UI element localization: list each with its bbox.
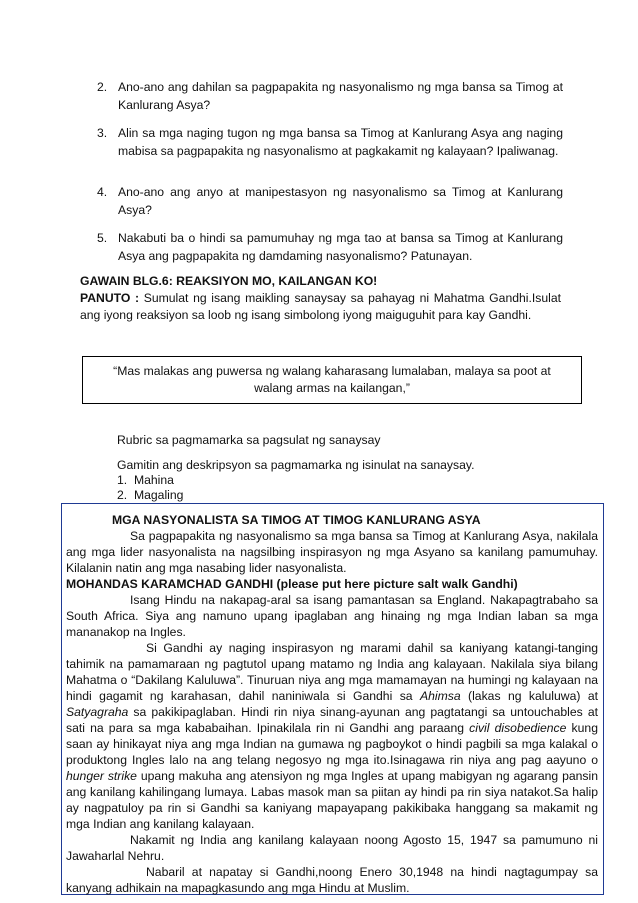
rubric-item-number: 2.: [117, 488, 128, 502]
p2-text-d: kung saan ay hinikayat niya ang mga Indian na gumawa ng pagboykot o hindi pagbili sa mga kalakal o produktong Ingles lalo na ang telang negosyo ng mga ito.Isinagawa rin niya ang pag aayuno o: [66, 721, 598, 767]
article-p1-text: Isang Hindu na nakapag-aral sa isang pamantasan sa England. Nakapagtrabaho sa South Africa. Siya ang namuno upang ipaglaban ang hinaing ng mga Indian laban sa mga mananakop na Ingles.: [66, 593, 598, 639]
question-number: 4.: [97, 185, 108, 199]
term-hunger-strike: hunger strike: [66, 769, 137, 783]
panuto-label: PANUTO :: [80, 291, 140, 305]
question-2: [97, 78, 563, 114]
question-number: 2.: [97, 80, 108, 94]
p2-text-b: (lakas ng kaluluwa) at: [460, 689, 598, 703]
gawain-heading: GAWAIN BLG.6: REAKSIYON MO, KAILANGAN KO!: [80, 274, 378, 288]
question-text: Nakabuti ba o hindi sa pamumuhay ng mga tao at bansa sa Timog at Kanlurang Asya ang pagpapakita ng damdaming nasyonalismo? Patunayan.: [118, 231, 563, 263]
article-intro: [66, 528, 598, 576]
question-text: Alin sa mga naging tugon ng mga bansa sa Timog at Kanlurang Asya ang naging mabisa sa pagpapakita ng nasyonalismo at pagkakamit ng kalayaan? Ipaliwanag.: [118, 126, 563, 158]
rubric-item-number: 1.: [117, 473, 128, 487]
article-title: MGA NASYONALISTA SA TIMOG AT TIMOG KANLURANG ASYA: [112, 513, 481, 527]
gandhi-heading: MOHANDAS KARAMCHAD GANDHI (please put here picture salt walk Gandhi): [66, 577, 518, 591]
term-satyagraha: Satyagraha: [66, 705, 129, 719]
question-4: [97, 183, 563, 219]
quote-line-2: walang armas na kailangan,”: [254, 381, 410, 395]
question-text: Ano-ano ang dahilan sa pagpapakita ng nasyonalismo ng mga bansa sa Timog at Kanlurang Asya?: [118, 80, 563, 112]
p2-text-e: upang makuha ang atensiyon ng mga Ingles at upang mabigyan ng agarang pansin ang kanilang kahilingang lumaya. Labas masok man sa piitan ay hindi pa rin siya natakot.Sa halip ay nagpatuloy pa rin si Gandhi sa kaniyang mapayapang pakikibaka hanggang sa makamit ng mga Indian ang kanilang kalayaan.: [66, 769, 598, 831]
article-p3: [66, 832, 598, 864]
p2-text-c: sa pakikipaglaban. Hindi rin niya sinang-ayunan ang pagtatangi sa untouchables at sati na para sa mga kababaihan. Ipinakilala rin ni Gandhi ang paraang: [66, 705, 598, 735]
question-number: 3.: [97, 126, 108, 140]
article-p4: [66, 864, 598, 896]
rubric-title: Rubric sa pagmamarka sa pagsulat ng sanaysay: [117, 433, 381, 447]
quote-box: [82, 356, 582, 404]
rubric-item-label: Mahina: [133, 473, 174, 487]
term-ahimsa: Ahimsa: [419, 689, 461, 703]
question-5: [97, 229, 563, 265]
panuto-text: Sumulat ng isang maikling sanaysay sa pahayag ni Mahatma Gandhi.Isulat ang iyong reaksiyon sa loob ng isang simbolong iyong maiguguhit para kay Gandhi.: [80, 291, 561, 322]
article-p1: [66, 592, 598, 640]
article-box: [61, 503, 604, 895]
question-3: [97, 124, 563, 160]
article-p2: [66, 640, 598, 832]
question-number: 5.: [97, 231, 108, 245]
p2-text-a: Si Gandhi ay naging inspirasyon ng marami dahil sa kaniyang katangi-tanging tahimik na pamamaraan ng pagtutol upang matamo ng India ang kalayaan. Nakilala siya bilang Mahatma o “Dakilang Kaluluwa”. Tinuruan niya ang mga mamamayan na humingi ng kalayaan na hindi gagamit ng karahasan, dahil naniniwala si Gandhi sa: [66, 641, 598, 703]
quote-line-1: “Mas malakas ang puwersa ng walang kaharasang lumalaban, malaya sa poot at: [113, 364, 551, 378]
rubric-item-label: Magaling: [133, 488, 184, 502]
article-p4-text: Nabaril at napatay si Gandhi,noong Enero 30,1948 na hindi nagtagumpay sa kanyang adhikain na mapagkasundo ang mga Hindu at Muslim.: [66, 865, 598, 895]
rubric-instruction: Gamitin ang deskripsyon sa pagmamarka ng isinulat na sanaysay.: [117, 458, 475, 472]
article-intro-text: Sa pagpapakita ng nasyonalismo sa mga bansa sa Timog at Kanlurang Asya, nakilala ang mga lider nasyonalista na nagsilbing inspirasyon ng mga Asyano sa kanilang pamumuhay. Kilalanin natin ang mga nasabing lider nasyonalista.: [66, 529, 598, 575]
panuto: [80, 290, 561, 324]
article-p3-text: Nakamit ng India ang kanilang kalayaan noong Agosto 15, 1947 sa pamumuno ni Jawaharlal Nehru.: [66, 833, 598, 863]
term-civil-disobedience: civil disobedience: [469, 721, 567, 735]
question-text: Ano-ano ang anyo at manipestasyon ng nasyonalismo sa Timog at Kanlurang Asya?: [118, 185, 563, 217]
rubric-item-2: [117, 487, 183, 504]
